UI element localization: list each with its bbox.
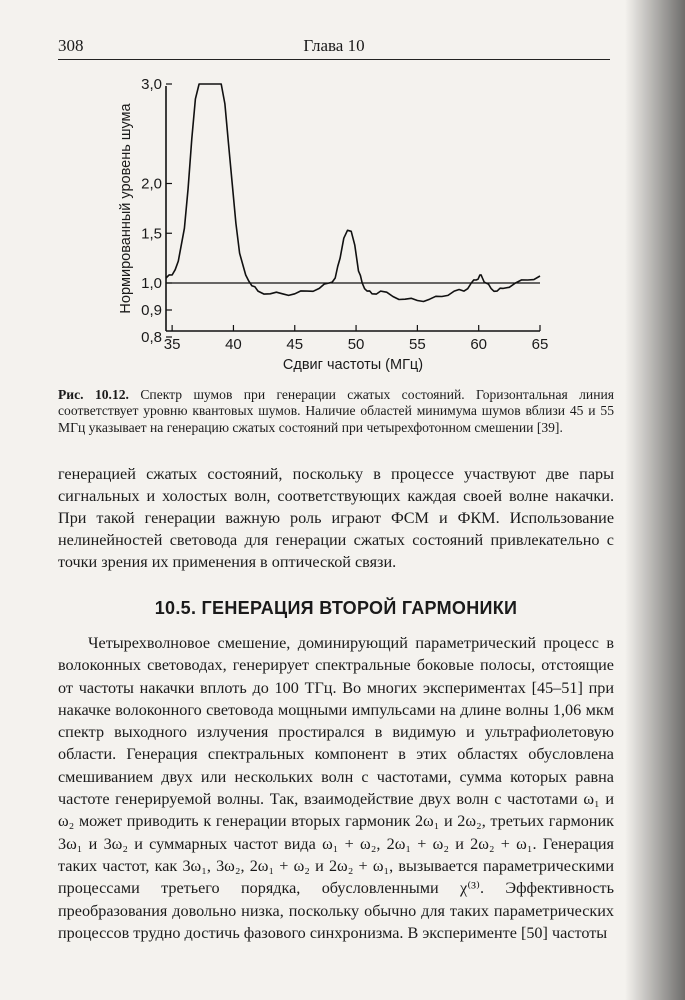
y-tick-label: 2,0 (141, 175, 162, 193)
noise-spectrum-series-line (166, 84, 540, 302)
x-tick-label: 55 (409, 336, 426, 353)
figure-caption (58, 387, 614, 436)
page-header (58, 36, 610, 58)
x-tick-label: 40 (225, 336, 242, 353)
page-edge-shadow (625, 0, 685, 1000)
section-heading: 10.5. ГЕНЕРАЦИЯ ВТОРОЙ ГАРМОНИКИ (154, 598, 518, 618)
figure-caption-text: Спектр шумов при генерации сжатых состояний. Горизонтальная линия соответствует уровню квантовых шумов. Наличие областей минимума шумов вблизи 45 и 55 МГц указывает на генерацию сжатых состояний при четырехфотонном смешении [39]. (58, 387, 614, 435)
x-axis-label: Сдвиг частоты (МГц) (282, 357, 424, 373)
body-paragraph-1: генерацией сжатых состояний, поскольку в процессе участвуют две пары сигнальных и холостых волн, соответствующих каждая своей волне накачки. При такой генерации важную роль играют ФСМ и ФКМ. Использование нелинейностей световода для генерации сжатых состояний привлекательно с точки зрения их применения в оптической связи. (58, 465, 614, 571)
page-number: 308 (58, 36, 84, 55)
x-tick-label: 35 (163, 336, 181, 353)
x-tick-label: 45 (286, 336, 304, 353)
x-tick-label: 65 (531, 336, 549, 353)
running-title: Глава 10 (303, 36, 365, 55)
noise-spectrum-chart (108, 72, 558, 388)
x-tick-label: 50 (347, 336, 365, 353)
figure-label: Рис. 10.12. (58, 387, 129, 402)
y-axis-label: Нормированный уровень шума (118, 103, 134, 314)
body-paragraph-2: Четырехволновое смешение, доминирующий параметрический процесс в волоконных световодах, генерирует спектральные боковые полосы, отстоящие от частоты накачки вплоть до 100 ТГц. Во многих экспериментах [45–51] при накачке волоконного световода мощными импульсами на длине волны 1,06 мкм спектр выходного излучения простирался в видимую и ультрафиолетовую области. Генерация спектральных компонент в этих областях обусловлена смешиванием двух или нескольких волн с частотами, сумма которых равна частоте генерируемой волны. Так, взаимодействие двух волн с частотами ω₁ и ω₂ может приводить к генерации вторых гармоник 2ω₁ и 2ω₂, третьих гармоник 3ω₁ и 3ω₂ и суммарных частот вида ω₁ + ω₂, 2ω₁ + ω₂ и 2ω₂ + ω₁. Генерация таких частот, как 3ω₁, 3ω₂, 2ω₁ + ω₂ и 2ω₂ + ω₁, вызывается параметрическими процессами третьего порядка, обусловленными χ⁽³⁾. Эффективность преобразования довольно низка, поскольку обычно для таких параметрических процессов трудно достичь фазового синхронизма. В эксперименте [50] частоты (58, 634, 614, 942)
y-tick-label: 3,0 (141, 76, 162, 93)
y-tick-label: 0,8 (141, 329, 162, 346)
y-tick-label: 1,5 (141, 225, 162, 243)
y-tick-label: 1,0 (141, 275, 162, 292)
header-rule (58, 59, 610, 60)
x-tick-label: 60 (470, 336, 488, 353)
y-tick-label: 0,9 (141, 302, 162, 319)
